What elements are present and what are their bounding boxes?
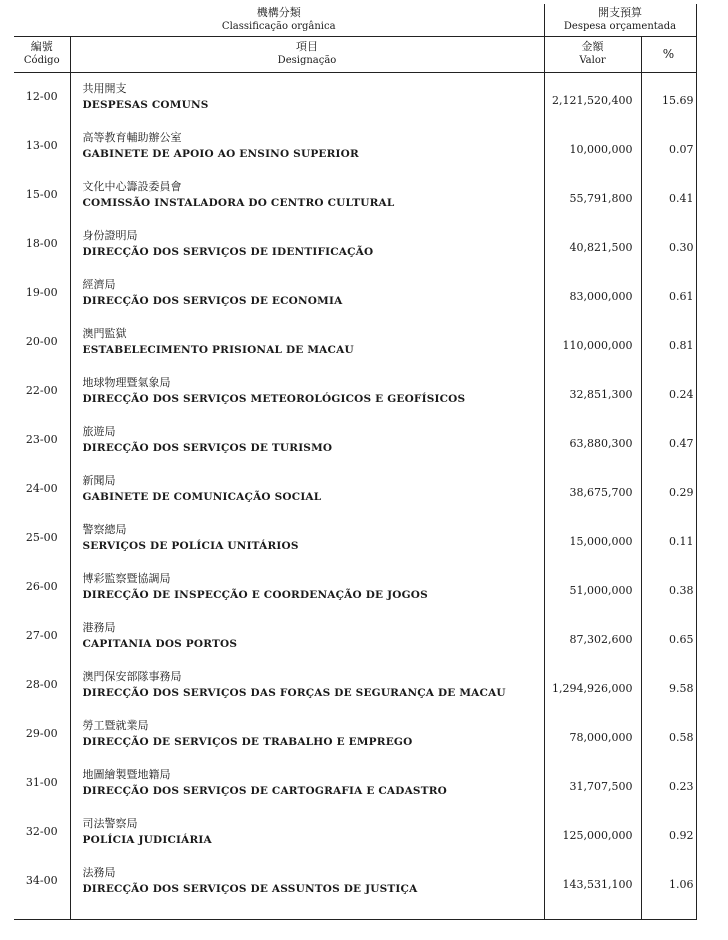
row-percent: 0.24	[641, 366, 696, 415]
row-designation	[70, 170, 544, 219]
amount-header	[544, 36, 641, 72]
row-name-pt: COMISSÃO INSTALADORA DO CENTRO CULTURAL	[82, 196, 395, 209]
row-name-zh: 身份證明局	[82, 228, 138, 242]
row-code: 19-00	[25, 286, 58, 299]
row-percent: 0.41	[641, 170, 696, 219]
table-row	[14, 366, 696, 415]
classification-header	[14, 4, 544, 36]
row-value: 15,000,000	[544, 513, 641, 562]
row-name-zh: 法務局	[82, 865, 116, 879]
row-designation	[70, 611, 544, 660]
row-designation	[70, 562, 544, 611]
row-code: 34-00	[25, 874, 58, 887]
code-zh: 編號	[30, 40, 53, 53]
row-code: 12-00	[25, 90, 58, 104]
table-row	[14, 709, 696, 758]
row-code: 15-00	[25, 188, 58, 201]
row-designation	[70, 366, 544, 415]
row-designation	[70, 709, 544, 758]
row-value: 40,821,500	[544, 219, 641, 268]
row-name-zh: 新聞局	[82, 473, 116, 487]
row-value: 78,000,000	[544, 709, 641, 758]
percent-label: %	[662, 47, 675, 61]
table-row	[14, 807, 696, 856]
row-name-zh: 經濟局	[82, 277, 116, 291]
row-designation	[70, 807, 544, 856]
table-row	[14, 611, 696, 660]
amount-pt: Valor	[579, 55, 606, 66]
row-name-zh: 地球物理暨氣象局	[82, 375, 171, 389]
row-value: 51,000,000	[544, 562, 641, 611]
row-percent: 0.65	[641, 611, 696, 660]
row-name-zh: 司法警察局	[82, 816, 138, 830]
row-designation	[70, 121, 544, 170]
table-row	[14, 219, 696, 268]
row-value: 125,000,000	[544, 807, 641, 856]
row-percent: 0.30	[641, 219, 696, 268]
row-code: 28-00	[25, 678, 58, 691]
row-name-pt: DESPESAS COMUNS	[82, 98, 209, 111]
table-row	[14, 268, 696, 317]
row-name-pt: ESTABELECIMENTO PRISIONAL DE MACAU	[82, 343, 354, 356]
row-code: 26-00	[25, 580, 58, 593]
row-name-pt: DIRECÇÃO DE SERVIÇOS DE TRABALHO E EMPREGO	[82, 735, 413, 748]
row-value: 31,707,500	[544, 758, 641, 807]
row-name-zh: 警察總局	[82, 522, 127, 536]
row-value: 32,851,300	[544, 366, 641, 415]
budget-table	[14, 4, 697, 920]
row-code: 27-00	[25, 629, 58, 642]
table-row	[14, 72, 696, 121]
row-name-pt: DIRECÇÃO DE INSPECÇÃO E COORDENAÇÃO DE JOGOS	[82, 588, 428, 601]
row-code: 31-00	[25, 776, 58, 789]
item-zh: 項目	[296, 40, 318, 53]
row-name-pt: SERVIÇOS DE POLÍCIA UNITÁRIOS	[82, 539, 299, 552]
row-code: 29-00	[25, 727, 58, 740]
table-row	[14, 121, 696, 170]
row-code: 24-00	[25, 482, 58, 495]
table-row	[14, 562, 696, 611]
row-value: 63,880,300	[544, 415, 641, 464]
code-pt: Código	[23, 55, 60, 66]
row-name-pt: DIRECÇÃO DOS SERVIÇOS DE TURISMO	[82, 441, 333, 454]
row-code: 25-00	[25, 531, 58, 544]
table-row	[14, 464, 696, 513]
item-pt: Designação	[277, 55, 337, 66]
row-code: 22-00	[25, 384, 58, 397]
table-row	[14, 758, 696, 807]
code-header	[14, 36, 70, 72]
table-row	[14, 856, 696, 905]
table-row	[14, 317, 696, 366]
row-percent: 0.29	[641, 464, 696, 513]
row-name-zh: 博彩監察暨協調局	[82, 571, 171, 585]
row-name-pt: DIRECÇÃO DOS SERVIÇOS DE CARTOGRAFIA E CADASTRO	[82, 784, 447, 797]
row-designation	[70, 856, 544, 905]
row-percent: 0.38	[641, 562, 696, 611]
row-name-pt: CAPITANIA DOS PORTOS	[82, 637, 238, 650]
row-name-pt: POLÍCIA JUDICIÁRIA	[82, 833, 212, 846]
row-name-zh: 澳門監獄	[82, 326, 127, 340]
row-designation	[70, 464, 544, 513]
row-name-zh: 文化中心籌設委員會	[82, 179, 182, 193]
row-value: 38,675,700	[544, 464, 641, 513]
row-name-zh: 高等教育輔助辦公室	[82, 130, 182, 144]
header-row-1	[14, 4, 696, 36]
percent-header	[641, 36, 696, 72]
row-name-pt: DIRECÇÃO DOS SERVIÇOS DE ASSUNTOS DE JUSTIÇA	[82, 882, 418, 895]
row-name-zh: 勞工暨就業局	[82, 718, 149, 732]
header-row-2	[14, 36, 696, 72]
row-percent: 0.47	[641, 415, 696, 464]
table-row	[14, 660, 696, 709]
table-row	[14, 415, 696, 464]
row-designation	[70, 72, 544, 121]
row-name-zh: 旅遊局	[82, 424, 116, 438]
row-percent: 0.61	[641, 268, 696, 317]
row-percent: 0.92	[641, 807, 696, 856]
row-code: 32-00	[25, 825, 58, 838]
budget-pt: Despesa orçamentada	[563, 20, 677, 32]
row-code: 20-00	[25, 335, 58, 348]
row-name-zh: 地圖繪製暨地籍局	[82, 767, 171, 781]
row-percent: 9.58	[641, 660, 696, 709]
row-code: 18-00	[25, 237, 58, 250]
row-name-pt: DIRECÇÃO DOS SERVIÇOS DE ECONOMIA	[82, 294, 343, 307]
bottom-spacer	[14, 905, 696, 919]
row-designation	[70, 758, 544, 807]
row-designation	[70, 219, 544, 268]
row-percent: 0.58	[641, 709, 696, 758]
row-percent: 15.69	[641, 72, 696, 121]
row-designation	[70, 513, 544, 562]
row-percent: 0.11	[641, 513, 696, 562]
item-header	[70, 36, 544, 72]
row-name-zh: 澳門保安部隊事務局	[82, 669, 182, 683]
amount-zh: 金額	[581, 40, 604, 53]
row-name-zh: 共用開支	[82, 81, 127, 95]
row-name-pt: GABINETE DE COMUNICAÇÃO SOCIAL	[82, 490, 322, 503]
table-row	[14, 170, 696, 219]
row-name-pt: DIRECÇÃO DOS SERVIÇOS DE IDENTIFICAÇÃO	[82, 245, 374, 258]
row-value: 143,531,100	[544, 856, 641, 905]
row-value: 10,000,000	[544, 121, 641, 170]
row-code: 13-00	[25, 139, 58, 152]
row-percent: 0.07	[641, 121, 696, 170]
row-designation	[70, 660, 544, 709]
row-value: 83,000,000	[544, 268, 641, 317]
table-body	[14, 72, 696, 905]
row-percent: 1.06	[641, 856, 696, 905]
row-designation	[70, 317, 544, 366]
row-value: 87,302,600	[544, 611, 641, 660]
row-name-pt: DIRECÇÃO DOS SERVIÇOS DAS FORÇAS DE SEGURANÇA DE MACAU	[82, 686, 506, 699]
row-name-zh: 港務局	[82, 620, 116, 634]
row-value: 110,000,000	[544, 317, 641, 366]
row-name-pt: GABINETE DE APOIO AO ENSINO SUPERIOR	[82, 147, 359, 160]
budget-zh: 開支預算	[598, 5, 642, 19]
row-designation	[70, 268, 544, 317]
row-designation	[70, 415, 544, 464]
row-value: 55,791,800	[544, 170, 641, 219]
row-value: 2,121,520,400	[544, 72, 641, 121]
classification-pt: Classificação orgânica	[221, 20, 336, 32]
budget-header	[544, 4, 696, 36]
row-percent: 0.81	[641, 317, 696, 366]
row-name-pt: DIRECÇÃO DOS SERVIÇOS METEOROLÓGICOS E GEOFÍSICOS	[82, 392, 466, 405]
row-percent: 0.23	[641, 758, 696, 807]
classification-zh: 機構分類	[256, 5, 301, 19]
table-row	[14, 513, 696, 562]
row-value: 1,294,926,000	[544, 660, 641, 709]
row-code: 23-00	[25, 433, 58, 446]
